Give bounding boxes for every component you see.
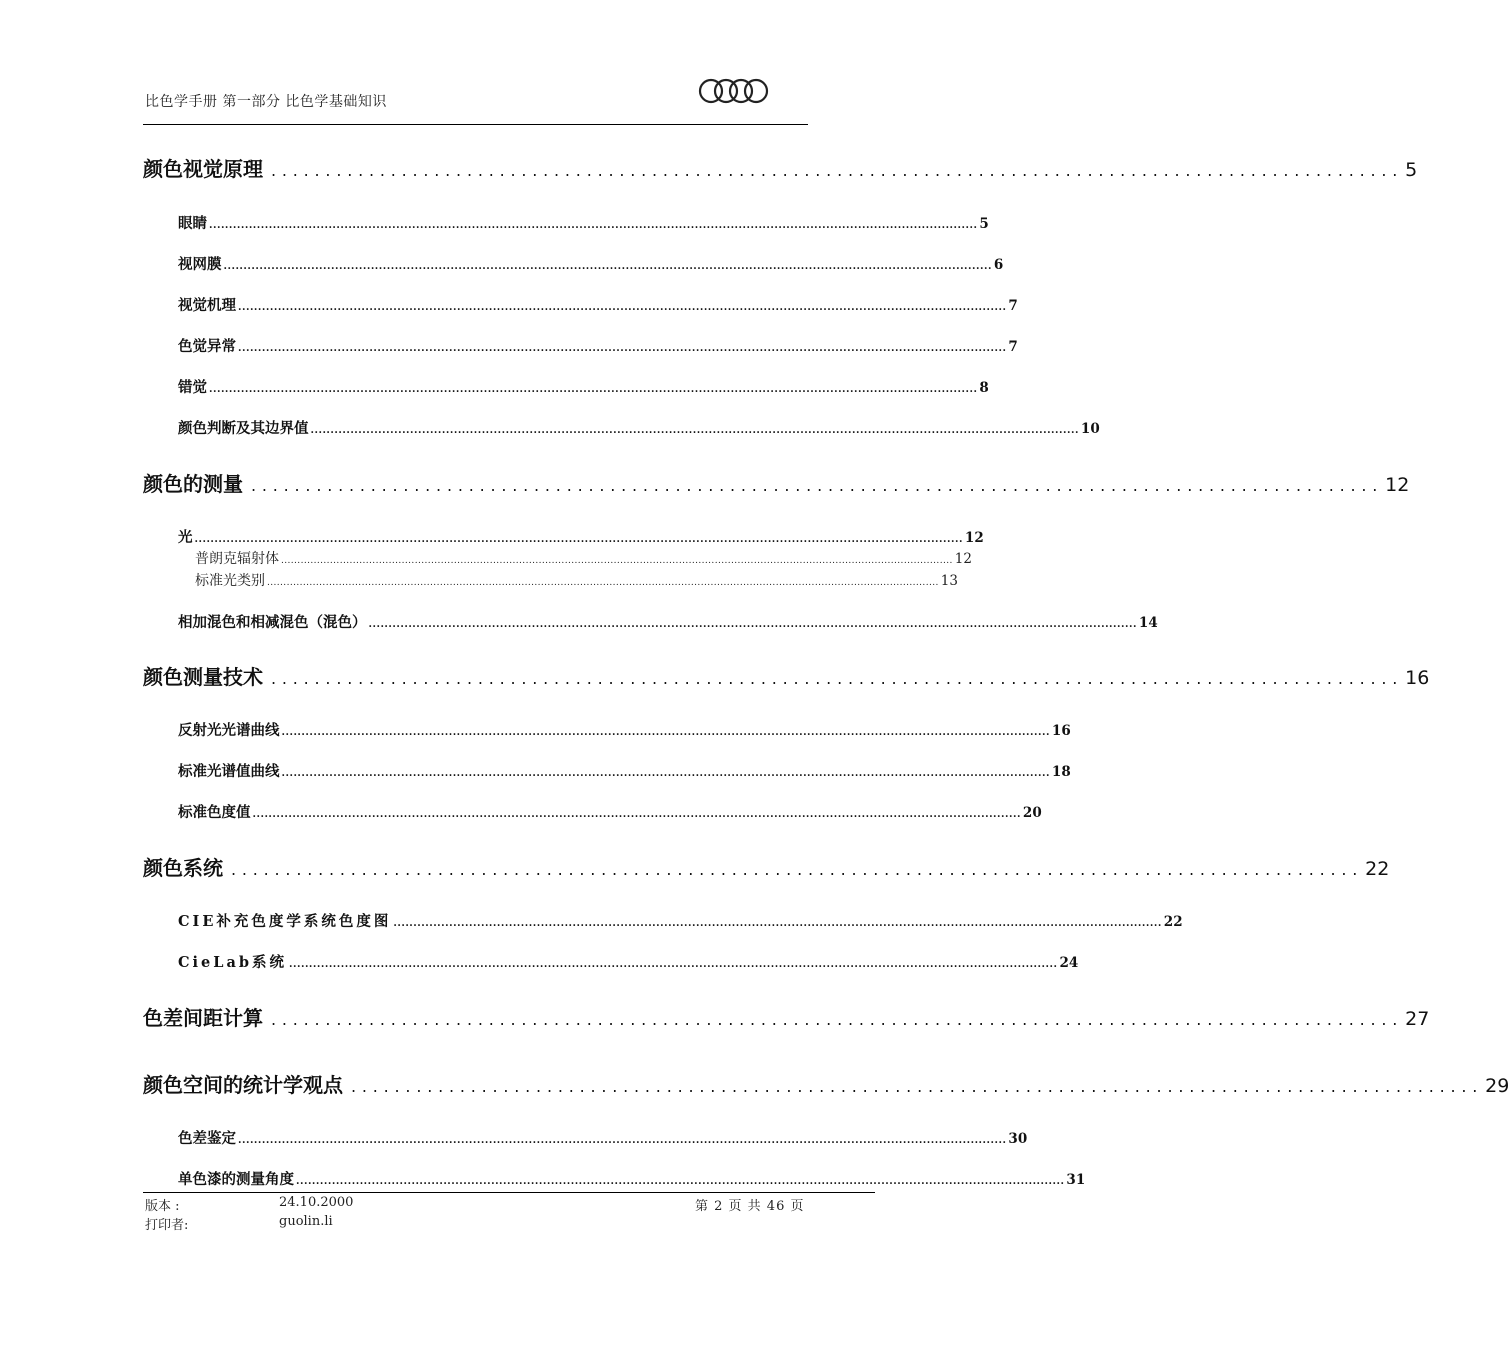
toc-leader-dots: ................................................................................................................................................................................................. — [281, 768, 1050, 779]
toc-entry-label: 视网膜 — [178, 256, 222, 273]
toc-chapter-entry[interactable] — [143, 468, 1410, 497]
toc-entry-page: 18 — [1051, 764, 1071, 780]
toc-entry-label: 视觉机理 — [178, 297, 236, 314]
toc-section-entry[interactable] — [178, 951, 1079, 972]
toc-entry-label: 颜色测量技术 — [143, 665, 263, 689]
toc-entry-label: 颜色视觉原理 — [143, 157, 263, 181]
toc-leader-dots: ........................................................................................................ — [271, 669, 1404, 688]
toc-chapter-entry[interactable] — [143, 661, 1430, 690]
header-divider — [143, 124, 808, 125]
toc-leader-dots: ........................................................................................................ — [351, 1077, 1484, 1096]
toc-entry-page: 12 — [1385, 474, 1410, 496]
toc-leader-dots: ................................................................................................................................................................................................. — [368, 619, 1137, 630]
toc-entry-page: 30 — [1008, 1131, 1028, 1147]
toc-entry-page: 5 — [979, 216, 989, 232]
toc-entry-label: 色差间距计算 — [143, 1006, 263, 1030]
toc-leader-dots: ................................................................................................................................................................................................. — [281, 727, 1050, 738]
toc-entry-page: 16 — [1405, 667, 1430, 689]
toc-section-entry[interactable] — [178, 611, 1158, 632]
toc-subsection-entry[interactable] — [195, 570, 958, 590]
toc-entry-label: 标准色度值 — [178, 804, 251, 821]
toc-entry-label: 相加混色和相减混色（混色） — [178, 614, 367, 631]
audi-rings-logo — [697, 76, 769, 106]
toc-section-entry[interactable] — [178, 1168, 1086, 1189]
toc-leader-dots: ................................................................................................................................................................................................. — [223, 261, 992, 272]
toc-leader-dots: ........................................................................................................ — [251, 476, 1384, 495]
running-header: 比色学手册 第一部分 比色学基础知识 — [145, 94, 387, 110]
toc-entry-page: 7 — [1008, 339, 1018, 355]
toc-section-entry[interactable] — [178, 1127, 1028, 1148]
toc-subsection-entry[interactable] — [195, 548, 972, 568]
toc-chapter-entry[interactable] — [143, 153, 1418, 182]
toc-entry-label: 标准光谱值曲线 — [178, 763, 280, 780]
toc-section-entry[interactable] — [178, 910, 1183, 931]
toc-entry-label: 错觉 — [178, 379, 207, 396]
toc-chapter-entry[interactable] — [143, 1002, 1430, 1031]
toc-entry-page: 8 — [979, 380, 989, 396]
toc-section-entry[interactable] — [178, 212, 989, 233]
toc-leader-dots: ................................................................................................................................................................................................. — [238, 1135, 1007, 1146]
toc-section-entry[interactable] — [178, 376, 989, 397]
toc-leader-dots: ................................................................................................................................................................................................. — [209, 384, 978, 395]
toc-entry-page: 29 — [1485, 1075, 1509, 1097]
toc-entry-page: 10 — [1080, 421, 1100, 437]
toc-entry-label: 色觉异常 — [178, 338, 236, 355]
toc-entry-page: 22 — [1365, 858, 1390, 880]
toc-entry-label: CieLab系统 — [178, 954, 288, 971]
toc-leader-dots: ................................................................................................................................................................................................. — [310, 425, 1079, 436]
toc-entry-label: 颜色的测量 — [143, 472, 243, 496]
toc-leader-dots: ................................................................................................................................................................................................. — [252, 809, 1021, 820]
toc-entry-label: 单色漆的测量角度 — [178, 1171, 294, 1188]
toc-section-entry[interactable] — [178, 335, 1018, 356]
toc-leader-dots: ................................................................................................................................................................................................. — [238, 343, 1007, 354]
toc-entry-page: 22 — [1163, 914, 1183, 930]
toc-leader-dots: ................................................................................................................................................................................................. — [194, 534, 963, 545]
toc-entry-page: 27 — [1405, 1008, 1430, 1030]
version-label: 版本 : — [145, 1199, 180, 1214]
toc-leader-dots: ................................................................................................................................................................................................. — [296, 1176, 1065, 1187]
toc-entry-page: 20 — [1022, 805, 1042, 821]
toc-entry-page: 14 — [1138, 615, 1158, 631]
toc-leader-dots: ................................................................................................................................................................................................. — [289, 959, 1058, 970]
footer-divider — [143, 1192, 875, 1193]
toc-section-entry[interactable] — [178, 801, 1042, 822]
toc-entry-label: 颜色系统 — [143, 856, 223, 880]
printer-value: guolin.li — [279, 1214, 333, 1229]
toc-section-entry[interactable] — [178, 253, 1004, 274]
toc-entry-page: 12 — [964, 530, 984, 546]
toc-entry-label: 标准光类别 — [195, 573, 265, 589]
toc-entry-page: 31 — [1066, 1172, 1086, 1188]
toc-leader-dots: ................................................................................................................................................................................................. — [209, 220, 978, 231]
toc-entry-label: 反射光光谱曲线 — [178, 722, 280, 739]
toc-leader-dots: ................................................................................................................................................................................................. — [393, 918, 1162, 929]
toc-entry-page: 16 — [1051, 723, 1071, 739]
toc-chapter-entry[interactable] — [143, 852, 1390, 881]
toc-section-entry[interactable] — [178, 417, 1100, 438]
toc-leader-dots: ................................................................................................................................................................................................. — [238, 302, 1007, 313]
toc-leader-dots: .............................................................................................................................................................................................................. — [267, 578, 939, 588]
toc-entry-label: 颜色判断及其边界值 — [178, 420, 309, 437]
toc-entry-page: 5 — [1405, 159, 1418, 181]
printer-label: 打印者: — [145, 1218, 189, 1233]
toc-entry-label: 色差鉴定 — [178, 1130, 236, 1147]
toc-leader-dots: ........................................................................................................ — [271, 161, 1404, 180]
toc-entry-label: 光 — [178, 529, 193, 546]
toc-entry-label: 颜色空间的统计学观点 — [143, 1073, 343, 1097]
toc-entry-page: 12 — [954, 551, 972, 567]
toc-entry-page: 7 — [1008, 298, 1018, 314]
toc-section-entry[interactable] — [178, 526, 984, 547]
page-number-info: 第 2 页 共 46 页 — [695, 1199, 805, 1214]
toc-entry-page: 24 — [1059, 955, 1079, 971]
toc-leader-dots: .............................................................................................................................................................................................................. — [281, 556, 953, 566]
toc-chapter-entry[interactable] — [143, 1069, 1509, 1098]
toc-section-entry[interactable] — [178, 760, 1071, 781]
version-value: 24.10.2000 — [279, 1195, 354, 1210]
toc-section-entry[interactable] — [178, 719, 1071, 740]
toc-leader-dots: ........................................................................................................ — [231, 860, 1364, 879]
toc-section-entry[interactable] — [178, 294, 1018, 315]
toc-entry-label: CIE补充色度学系统色度图 — [178, 913, 392, 930]
toc-entry-label: 眼睛 — [178, 215, 207, 232]
toc-entry-page: 13 — [940, 573, 958, 589]
toc-leader-dots: ........................................................................................................ — [271, 1010, 1404, 1029]
toc-entry-label: 普朗克辐射体 — [195, 551, 279, 567]
toc-entry-page: 6 — [993, 257, 1004, 273]
